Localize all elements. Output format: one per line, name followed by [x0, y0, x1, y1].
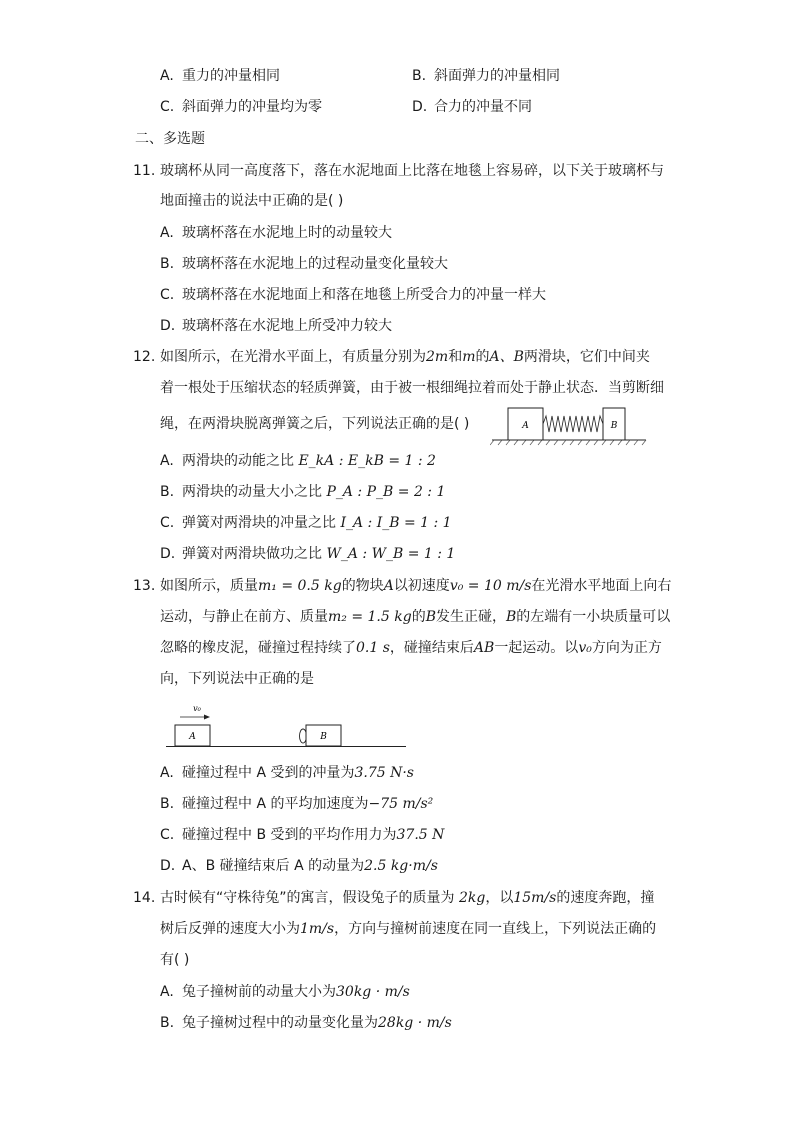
q10-option-a: A. 重力的冲量相同: [160, 68, 280, 84]
velocity-label: v₀: [193, 704, 201, 713]
q11-option-a: A. 玻璃杯落在水泥地上时的动量较大: [160, 225, 392, 241]
q13-number: 13.: [133, 578, 156, 594]
q13-stem-line3: 忽略的橡皮泥，碰撞过程持续了0.1 s，碰撞结束后AB一起运动。以v₀方向为正方: [160, 640, 662, 656]
q12-option-d: D. 弹簧对两滑块做功之比 W_A : W_B = 1 : 1: [160, 546, 456, 562]
q12-number: 12.: [133, 349, 156, 365]
q12-stem-line3: 绳，在两滑块脱离弹簧之后，下列说法正确的是( ): [160, 416, 470, 432]
q14-stem-line1: 古时候有“守株待兔”的寓言，假设兔子的质量为 2kg，以15m/s的速度奔跑，撞: [160, 890, 655, 906]
q11-option-c: C. 玻璃杯落在水泥地面上和落在地毯上所受合力的冲量一样大: [160, 287, 546, 303]
q14-option-a: A. 兔子撞树前的动量大小为30kg · m/s: [160, 984, 410, 1000]
velocity-arrow-icon: [204, 715, 210, 720]
block-a-label: A: [189, 732, 196, 742]
q13-stem-line1: 如图所示，质量m₁ = 0.5 kg的物块A以初速度v₀ = 10 m/s在光滑水平地面上向右: [160, 578, 672, 594]
q13-collision-figure: [162, 700, 410, 752]
spring: [543, 416, 603, 432]
section-title: 二、多选题: [135, 131, 205, 147]
q11-option-b: B. 玻璃杯落在水泥地上的过程动量变化量较大: [160, 256, 448, 272]
q14-stem-line2: 树后反弹的速度大小为1m/s，方向与撞树前速度在同一直线上，下列说法正确的: [160, 921, 657, 937]
q14-number: 14.: [133, 890, 156, 906]
q12-option-c: C. 弹簧对两滑块的冲量之比 I_A : I_B = 1 : 1: [160, 515, 452, 531]
q12-spring-figure: [490, 404, 650, 448]
q13-stem-line2: 运动，与静止在前方、质量m₂ = 1.5 kg的B发生正碰，B的左端有一小块质量可以: [160, 609, 671, 625]
q13-option-c: C. 碰撞过程中 B 受到的平均作用力为37.5 N: [160, 827, 445, 843]
q12-option-b: B. 两滑块的动量大小之比 P_A : P_B = 2 : 1: [160, 484, 446, 500]
q12-stem-line2: 着一根处于压缩状态的轻质弹簧，由于被一根细绳拉着而处于静止状态．当剪断细: [160, 380, 664, 396]
q10-option-b: B. 斜面弹力的冲量相同: [412, 68, 560, 84]
q13-option-b: B. 碰撞过程中 A 的平均加速度为−75 m/s²: [160, 796, 434, 812]
block-b-label: B: [610, 421, 618, 431]
q11-stem-line1: 玻璃杯从同一高度落下，落在水泥地面上比落在地毯上容易碎，以下关于玻璃杯与: [160, 163, 664, 179]
q12-stem-line1: 如图所示，在光滑水平面上，有质量分别为2m和m的A、B两滑块，它们中间夹: [160, 349, 650, 365]
q12-option-a: A. 两滑块的动能之比 E_kA : E_kB = 1 : 2: [160, 453, 436, 469]
q10-option-d: D. 合力的冲量不同: [412, 99, 532, 115]
q11-number: 11.: [133, 163, 156, 179]
q13-option-d: D. A、B 碰撞结束后 A 的动量为2.5 kg·m/s: [160, 858, 438, 874]
q14-option-b: B. 兔子撞树过程中的动量变化量为28kg · m/s: [160, 1015, 452, 1031]
putty-icon: [300, 729, 307, 743]
q13-stem-line4: 向，下列说法中正确的是: [160, 671, 314, 687]
q10-option-c: C. 斜面弹力的冲量均为零: [160, 99, 322, 115]
q11-stem-line2: 地面撞击的说法中正确的是( ): [160, 193, 344, 209]
ground-hatch: [490, 440, 646, 445]
block-b-label: B: [320, 732, 327, 742]
block-a-label: A: [522, 421, 529, 431]
q11-option-d: D. 玻璃杯落在水泥地上所受冲力较大: [160, 318, 392, 334]
q14-stem-line3: 有( ): [160, 952, 190, 968]
q13-option-a: A. 碰撞过程中 A 受到的冲量为3.75 N·s: [160, 765, 414, 781]
